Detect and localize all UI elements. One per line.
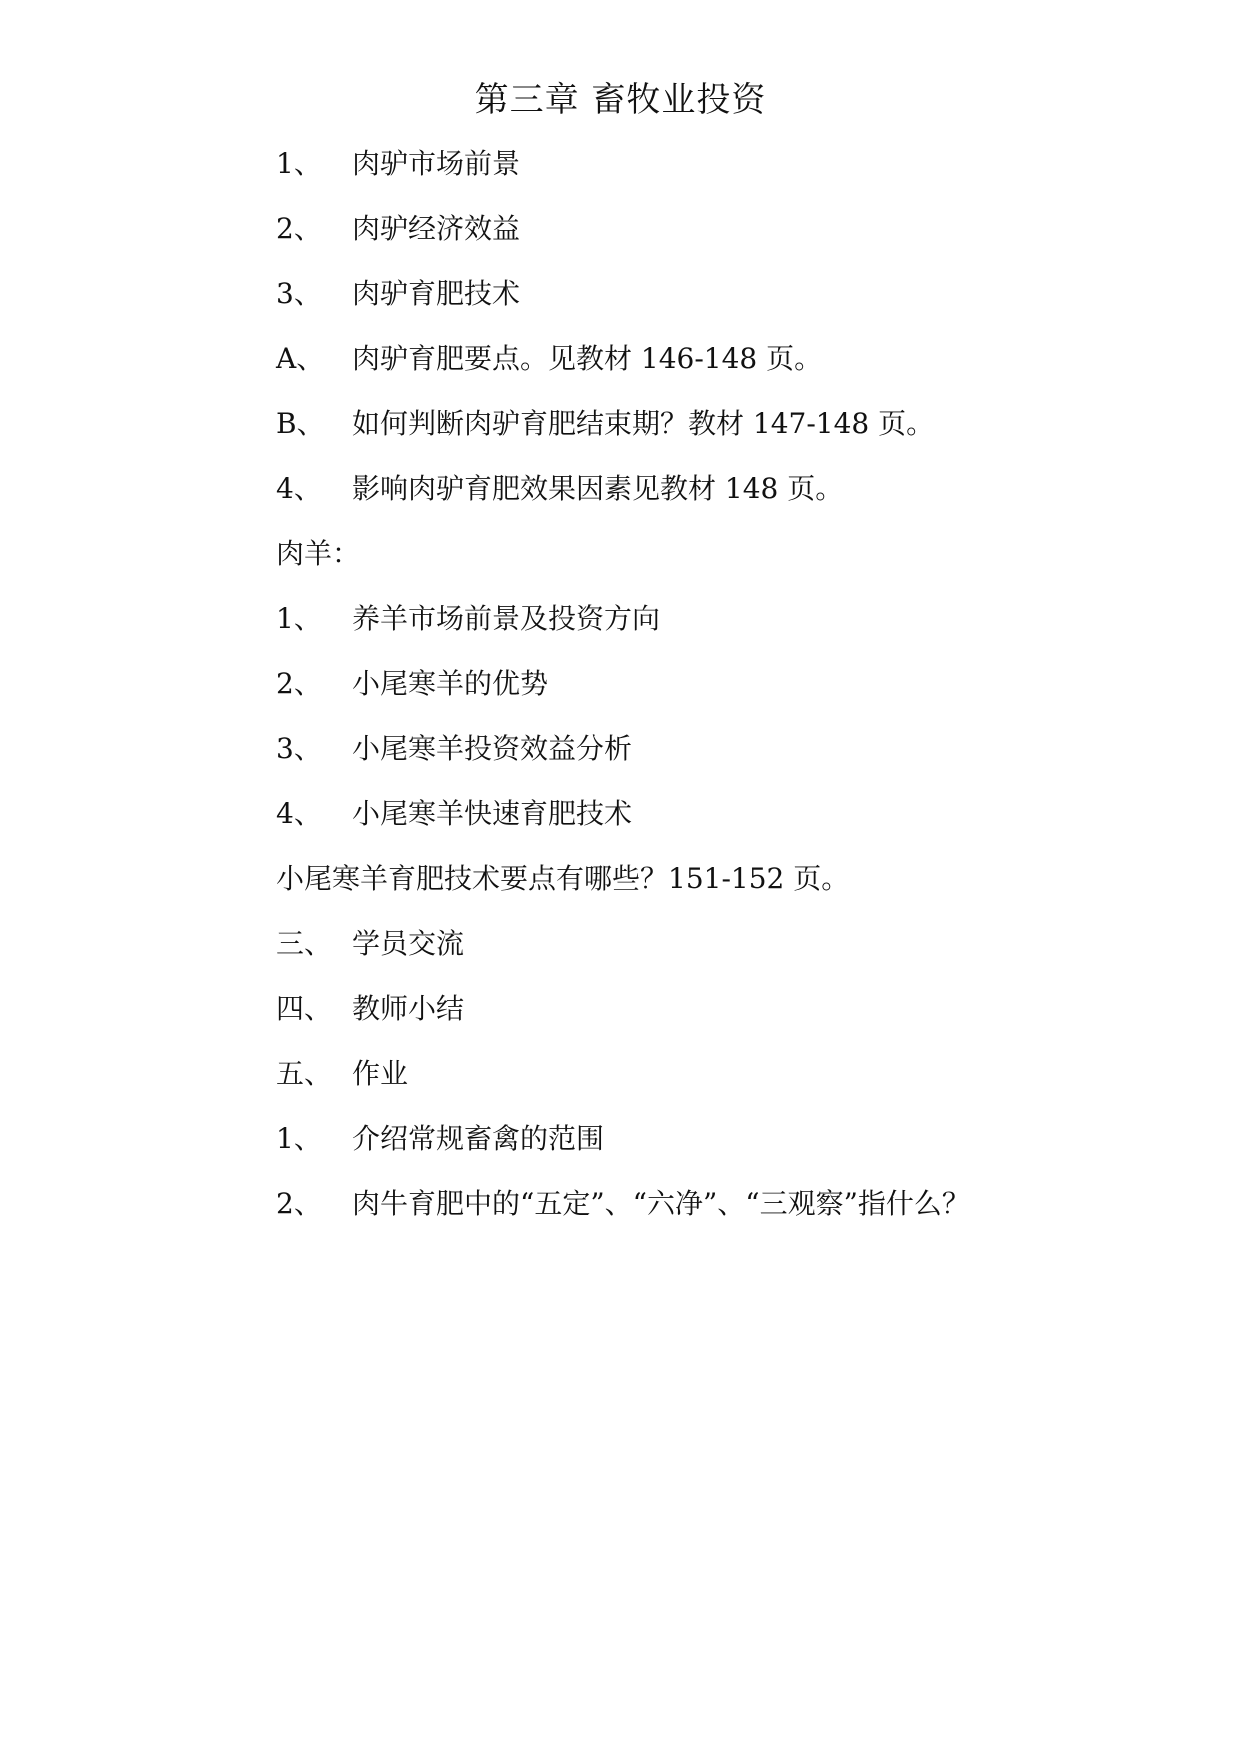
list-item bbox=[276, 467, 1176, 532]
list-marker: 1、 bbox=[276, 1122, 322, 1155]
list-item bbox=[276, 662, 1176, 727]
list-marker: 3、 bbox=[276, 732, 322, 765]
list-item-text: 如何判断肉驴育肥结束期？教材 147-148 页。 bbox=[352, 407, 935, 440]
paragraph bbox=[276, 857, 1176, 922]
list-marker: 4、 bbox=[276, 797, 322, 830]
list-item-text: 肉驴市场前景 bbox=[352, 147, 521, 180]
list-item-text: 教师小结 bbox=[352, 992, 465, 1025]
list-item bbox=[276, 337, 1176, 402]
list-marker: B、 bbox=[276, 407, 325, 440]
list-item-text: 肉牛育肥中的“五定”、“六净”、“三观察”指什么？ bbox=[352, 1187, 970, 1220]
list-item-text: 肉驴育肥要点。见教材 146-148 页。 bbox=[352, 342, 823, 375]
list-item-text: 肉驴经济效益 bbox=[352, 212, 521, 245]
list-marker: 2、 bbox=[276, 667, 322, 700]
list-item bbox=[276, 922, 1176, 987]
list-item-text: 肉驴育肥技术 bbox=[352, 277, 521, 310]
list-item-text: 小尾寒羊的优势 bbox=[352, 667, 549, 700]
list-marker: 1、 bbox=[276, 147, 322, 180]
document-body bbox=[276, 142, 1176, 1247]
list-item-text: 影响肉驴育肥效果因素见教材 148 页。 bbox=[352, 472, 844, 505]
list-item-text: 学员交流 bbox=[352, 927, 465, 960]
list-item bbox=[276, 1117, 1176, 1182]
list-marker: 2、 bbox=[276, 1187, 322, 1220]
list-marker: 1、 bbox=[276, 602, 322, 635]
list-item bbox=[276, 987, 1176, 1052]
list-item bbox=[276, 207, 1176, 272]
paragraph-text: 小尾寒羊育肥技术要点有哪些？151-152 页。 bbox=[276, 862, 850, 895]
list-marker: 四、 bbox=[276, 992, 333, 1025]
list-marker: 2、 bbox=[276, 212, 322, 245]
list-item-text: 养羊市场前景及投资方向 bbox=[352, 602, 661, 635]
list-item bbox=[276, 727, 1176, 792]
list-item bbox=[276, 402, 1176, 467]
list-item bbox=[276, 1182, 1176, 1247]
page-title: 第三章 畜牧业投资 bbox=[474, 80, 767, 120]
list-item-text: 作业 bbox=[352, 1057, 409, 1090]
list-marker: 4、 bbox=[276, 472, 322, 505]
section-heading-text: 肉羊： bbox=[276, 537, 361, 570]
list-marker: 3、 bbox=[276, 277, 322, 310]
list-item bbox=[276, 792, 1176, 857]
list-item bbox=[276, 272, 1176, 337]
list-item-text: 介绍常规畜禽的范围 bbox=[352, 1122, 605, 1155]
list-item-text: 小尾寒羊快速育肥技术 bbox=[352, 797, 633, 830]
list-item-text: 小尾寒羊投资效益分析 bbox=[352, 732, 633, 765]
list-item bbox=[276, 597, 1176, 662]
section-heading bbox=[276, 532, 1176, 597]
list-marker: 五、 bbox=[276, 1057, 333, 1090]
list-marker: A、 bbox=[276, 342, 325, 375]
list-item bbox=[276, 1052, 1176, 1117]
list-marker: 三、 bbox=[276, 927, 333, 960]
list-item bbox=[276, 142, 1176, 207]
